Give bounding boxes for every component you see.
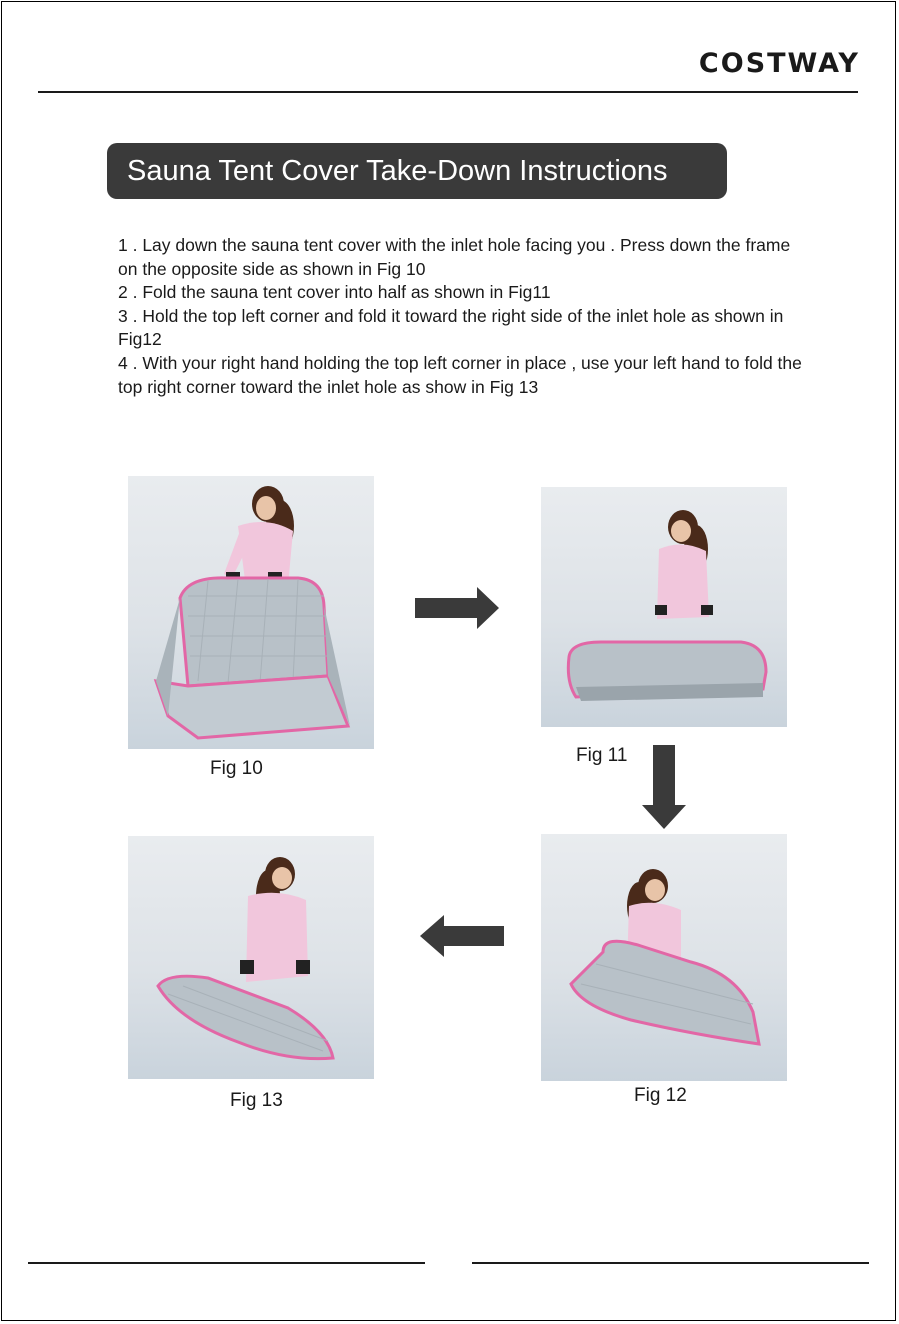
header-divider [38,91,858,93]
arrow-right-icon [415,587,499,629]
footer-divider-left [28,1262,425,1264]
fig-10-label: Fig 10 [210,758,263,779]
fig-12-photo [541,834,787,1081]
footer-divider-right [472,1262,869,1264]
fig-13-photo [128,836,374,1079]
instructions-list [118,234,808,399]
fig-10-photo [128,476,374,749]
fig-11-label: Fig 11 [576,745,628,766]
instruction-step-4: 4 . With your right hand holding the top left corner in place , use your left hand to fold the top right corner toward the inlet hole as show in Fig 13 [118,352,802,397]
page-title: Sauna Tent Cover Take-Down Instructions [107,143,727,199]
brand-logo: COSTWAY [698,48,860,79]
arrow-left-icon [420,915,504,957]
arrow-down-icon [642,745,686,829]
fig-12-label: Fig 12 [634,1085,687,1106]
fig-13-label: Fig 13 [230,1090,283,1111]
fig-11-photo [541,487,787,727]
instruction-step-1: 1 . Lay down the sauna tent cover with the inlet hole facing you . Press down the frame on the opposite side as shown in Fig 10 [118,235,791,279]
instruction-step-3: 3 . Hold the top left corner and fold it toward the right side of the inlet hole as shown in Fig12 [118,305,784,350]
instruction-step-2: 2 . Fold the sauna tent cover into half as shown in Fig11 [118,282,551,303]
